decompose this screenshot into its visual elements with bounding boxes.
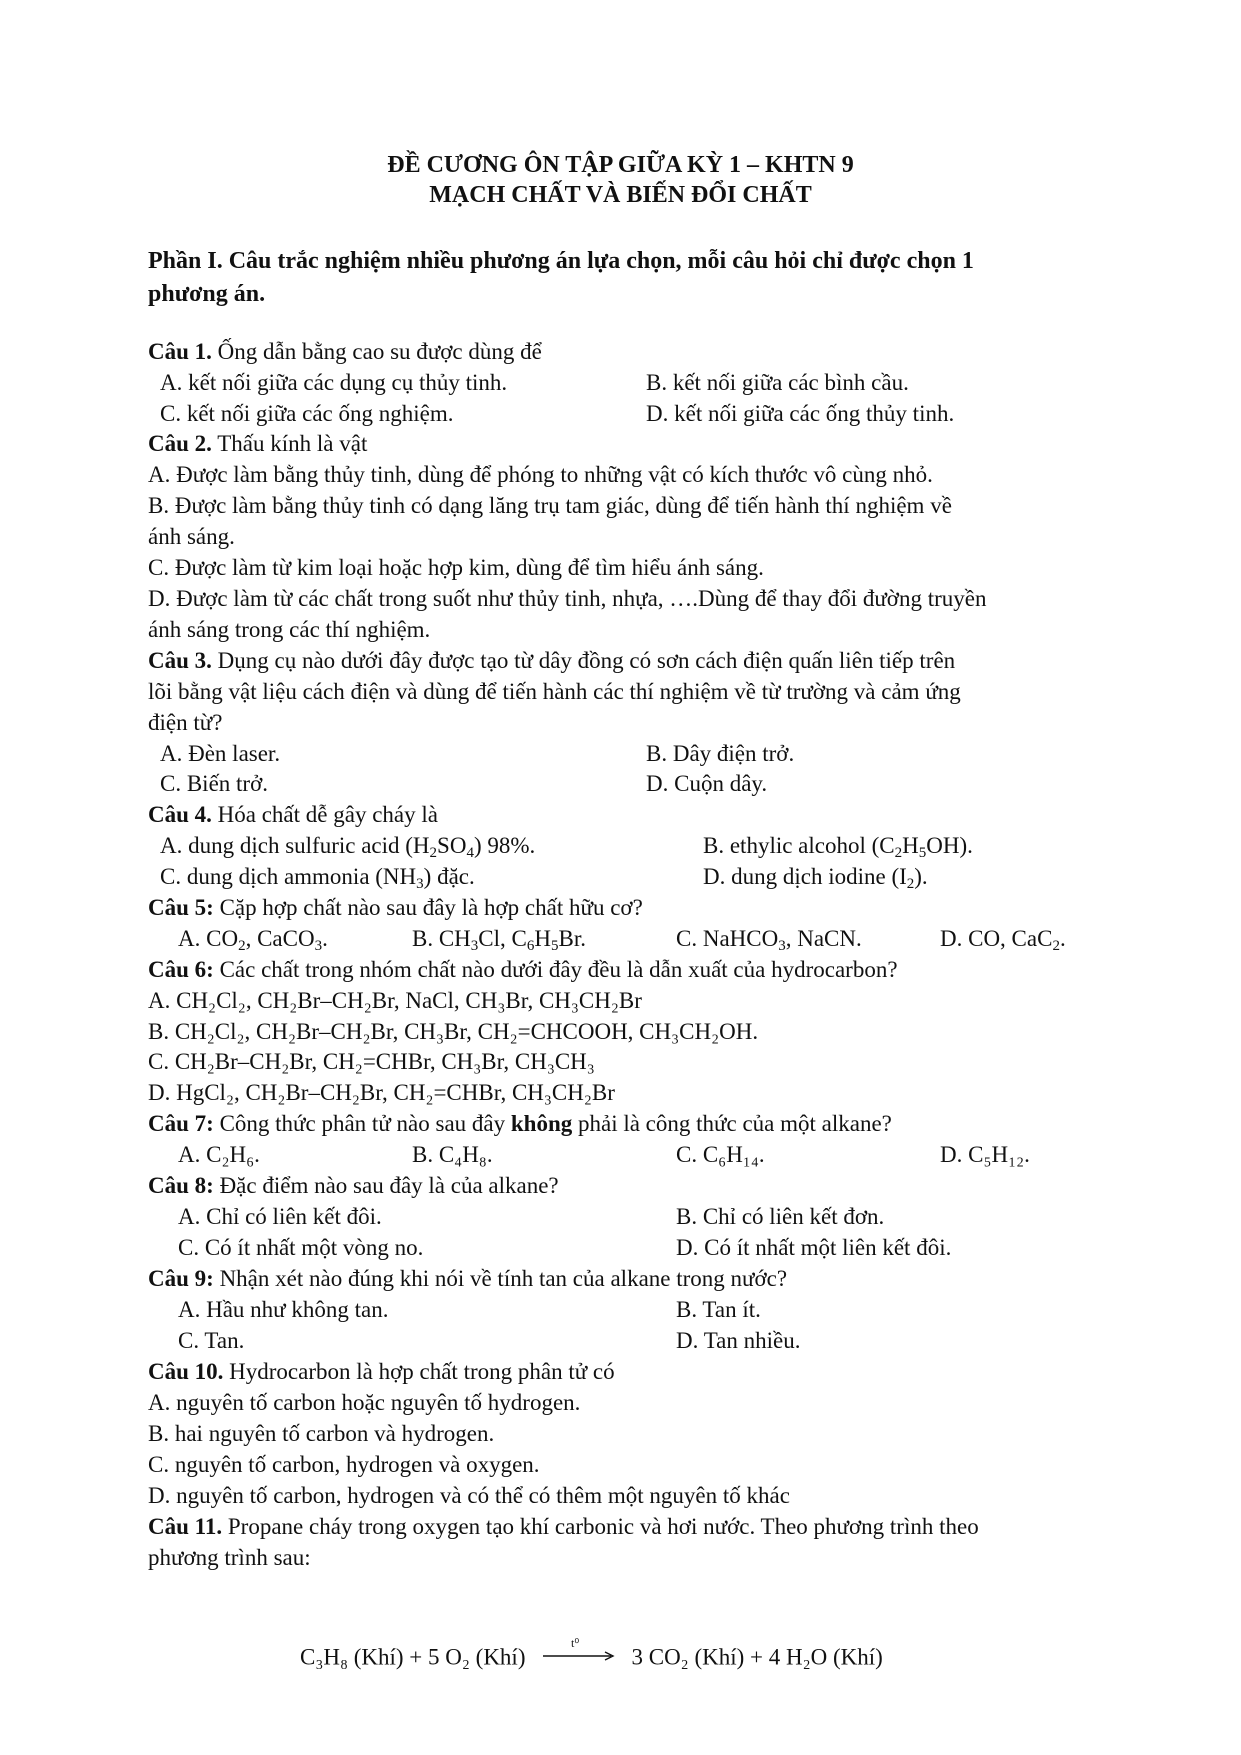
question-3 [148,645,955,676]
equation-reactants: C₃H₈ (Khí) + 5 O₂ (Khí) [300,1644,526,1670]
q9-option-d: D. Tan nhiều. [676,1328,801,1353]
q1-option-b: B. kết nối giữa các bình cầu. [646,370,909,395]
question-label: Câu 2. [148,431,212,456]
q3-option-a: A. Đèn laser. [160,741,281,766]
question-11 [148,1511,979,1542]
q2-option-a: A. Được làm bằng thủy tinh, dùng để phóng to những vật có kích thước vô cùng nhỏ. [148,462,933,487]
question-text: Ống dẫn bằng cao su được dùng để [211,339,542,364]
q3-text-line3: điện từ? [148,710,223,735]
q2-option-d-line2: ánh sáng trong các thí nghiệm. [148,617,431,642]
q10-option-d: D. nguyên tố carbon, hydrogen và có thể có thêm một nguyên tố khác [148,1483,790,1508]
q8-option-d: D. Có ít nhất một liên kết đôi. [676,1235,952,1260]
question-text: Hóa chất dễ gây cháy là [211,802,438,827]
question-text: Thấu kính là vật [211,431,368,456]
question-8 [148,1170,559,1201]
equation-condition: t⁰ [571,1636,580,1650]
q4-option-d: D. dung dịch iodine $(I_2)$. [703,864,928,892]
question-label: Câu 11. [148,1514,223,1539]
q9-option-a: A. Hầu như không tan. [178,1297,389,1322]
q1-option-a: A. kết nối giữa các dụng cụ thủy tinh. [160,370,508,395]
question-text: Hydrocarbon là hợp chất trong phân tử có [223,1359,615,1384]
q7-option-c: C. C₆H₁₄. [676,1142,765,1167]
question-2 [148,428,367,459]
q6-option-c: C. CH₂Br–CH₂Br, CH₂=CHBr, CH₃Br, CH₃CH₃ [148,1049,595,1074]
q1-option-d: D. kết nối giữa các ống thủy tinh. [646,401,955,426]
q6-option-a: A. CH₂Cl₂, CH₂Br–CH₂Br, NaCl, CH₃Br, CH₃CH₂Br [148,988,642,1013]
question-text: Dụng cụ nào dưới đây được tạo từ dây đồng có sơn cách điện quấn liên tiếp trên [211,648,956,673]
question-label: Câu 5: [148,895,214,920]
q3-option-d: D. Cuộn dây. [646,771,768,796]
section-heading-line2: phương án. [148,281,266,307]
question-label: Câu 9: [148,1266,214,1291]
q9-option-c: C. Tan. [178,1328,245,1353]
q7-option-a: A. C₂H₆. [178,1142,260,1167]
chemical-equation [300,1636,883,1678]
question-text: Công thức phân tử nào sau đây [213,1111,511,1136]
q4-option-b: B. ethylic alcohol $(C_2H_5OH)$. [703,833,973,861]
doc-title-line2: MẠCH CHẤT VÀ BIẾN ĐỔI CHẤT [429,182,812,208]
doc-title-line1: ĐỀ CƯƠNG ÔN TẬP GIỮA KỲ 1 – KHTN 9 [387,152,854,178]
question-label: Câu 7: [148,1111,214,1136]
q2-option-b-line2: ánh sáng. [148,524,235,549]
reaction-arrow-icon [541,1636,617,1674]
question-text: Nhận xét nào đúng khi nói về tính tan của alkane trong nước? [213,1266,788,1291]
q5-option-d: D. CO, CaC$_2$. [940,926,1066,954]
section-heading [148,245,1108,311]
question-label: Câu 6: [148,957,214,982]
q4-option-a: A. dung dịch sulfuric acid $(H_2SO_4)$ 98%. [160,833,536,861]
question-label: Câu 8: [148,1173,214,1198]
q2-option-d-line1: D. Được làm từ các chất trong suốt như thủy tinh, nhựa, ….Dùng để thay đổi đường truyền [148,586,987,611]
q5-option-c: C. NaHCO$_3$, NaCN. [676,926,862,954]
question-text: Đặc điểm nào sau đây là của alkane? [213,1173,559,1198]
question-5 [148,892,643,923]
q8-option-a: A. Chỉ có liên kết đôi. [178,1204,382,1229]
q3-text-line2: lõi bằng vật liệu cách điện và dùng để tiến hành các thí nghiệm về từ trường và cảm ứng [148,679,961,704]
question-text-end: phải là công thức của một alkane? [572,1111,892,1136]
question-text: Cặp hợp chất nào sau đây là hợp chất hữu cơ? [213,895,643,920]
q3-option-b: B. Dây điện trở. [646,741,795,766]
q3-option-c: C. Biến trở. [160,771,268,796]
q5-option-b: B. $CH_3Cl$, $C_6H_5Br$. [412,926,586,954]
question-9 [148,1263,787,1294]
q1-option-c: C. kết nối giữa các ống nghiệm. [160,401,454,426]
question-label: Câu 10. [148,1359,224,1384]
q10-option-b: B. hai nguyên tố carbon và hydrogen. [148,1421,495,1446]
q4-option-c: C. dung dịch ammonia $(NH_3)$ đặc. [160,864,475,892]
q7-option-b: B. C₄H₈. [412,1142,493,1167]
q2-option-c: C. Được làm từ kim loại hoặc hợp kim, dùng để tìm hiểu ánh sáng. [148,555,764,580]
question-label: Câu 4. [148,802,212,827]
q10-option-c: C. nguyên tố carbon, hydrogen và oxygen. [148,1452,540,1477]
question-label: Câu 1. [148,339,212,364]
q7-option-d: D. C₅H₁₂. [940,1142,1030,1167]
question-label: Câu 3. [148,648,212,673]
question-10 [148,1356,615,1387]
q11-text-line2: phương trình sau: [148,1545,311,1570]
q6-option-b: B. CH₂Cl₂, CH₂Br–CH₂Br, CH₃Br, CH₂=CHCOOH, CH₃CH₂OH. [148,1019,759,1044]
question-1 [148,336,542,367]
q2-option-b-line1: B. Được làm bằng thủy tinh có dạng lăng trụ tam giác, dùng để tiến hành thí nghiệm về [148,493,952,518]
question-text: Các chất trong nhóm chất nào dưới đây đều là dẫn xuất của hydrocarbon? [213,957,898,982]
question-7 [148,1108,892,1139]
q8-option-b: B. Chỉ có liên kết đơn. [676,1204,885,1229]
question-6 [148,954,898,985]
q6-option-d: D. HgCl₂, CH₂Br–CH₂Br, CH₂=CHBr, CH₃CH₂Br [148,1080,615,1105]
equation-products: 3 CO₂ (Khí) + 4 H₂O (Khí) [631,1644,883,1670]
q9-option-b: B. Tan ít. [676,1297,761,1322]
question-text: Propane cháy trong oxygen tạo khí carbonic và hơi nước. Theo phương trình theo [222,1514,979,1539]
q10-option-a: A. nguyên tố carbon hoặc nguyên tố hydrogen. [148,1390,581,1415]
section-heading-line1: Phần I. Câu trắc nghiệm nhiều phương án lựa chọn, mỗi câu hỏi chỉ được chọn 1 [148,248,974,274]
q5-option-a: A. $CO_2$, CaCO$_3$. [178,926,328,954]
question-emphasis: không [510,1111,573,1136]
q8-option-c: C. Có ít nhất một vòng no. [178,1235,424,1260]
question-4 [148,799,438,830]
